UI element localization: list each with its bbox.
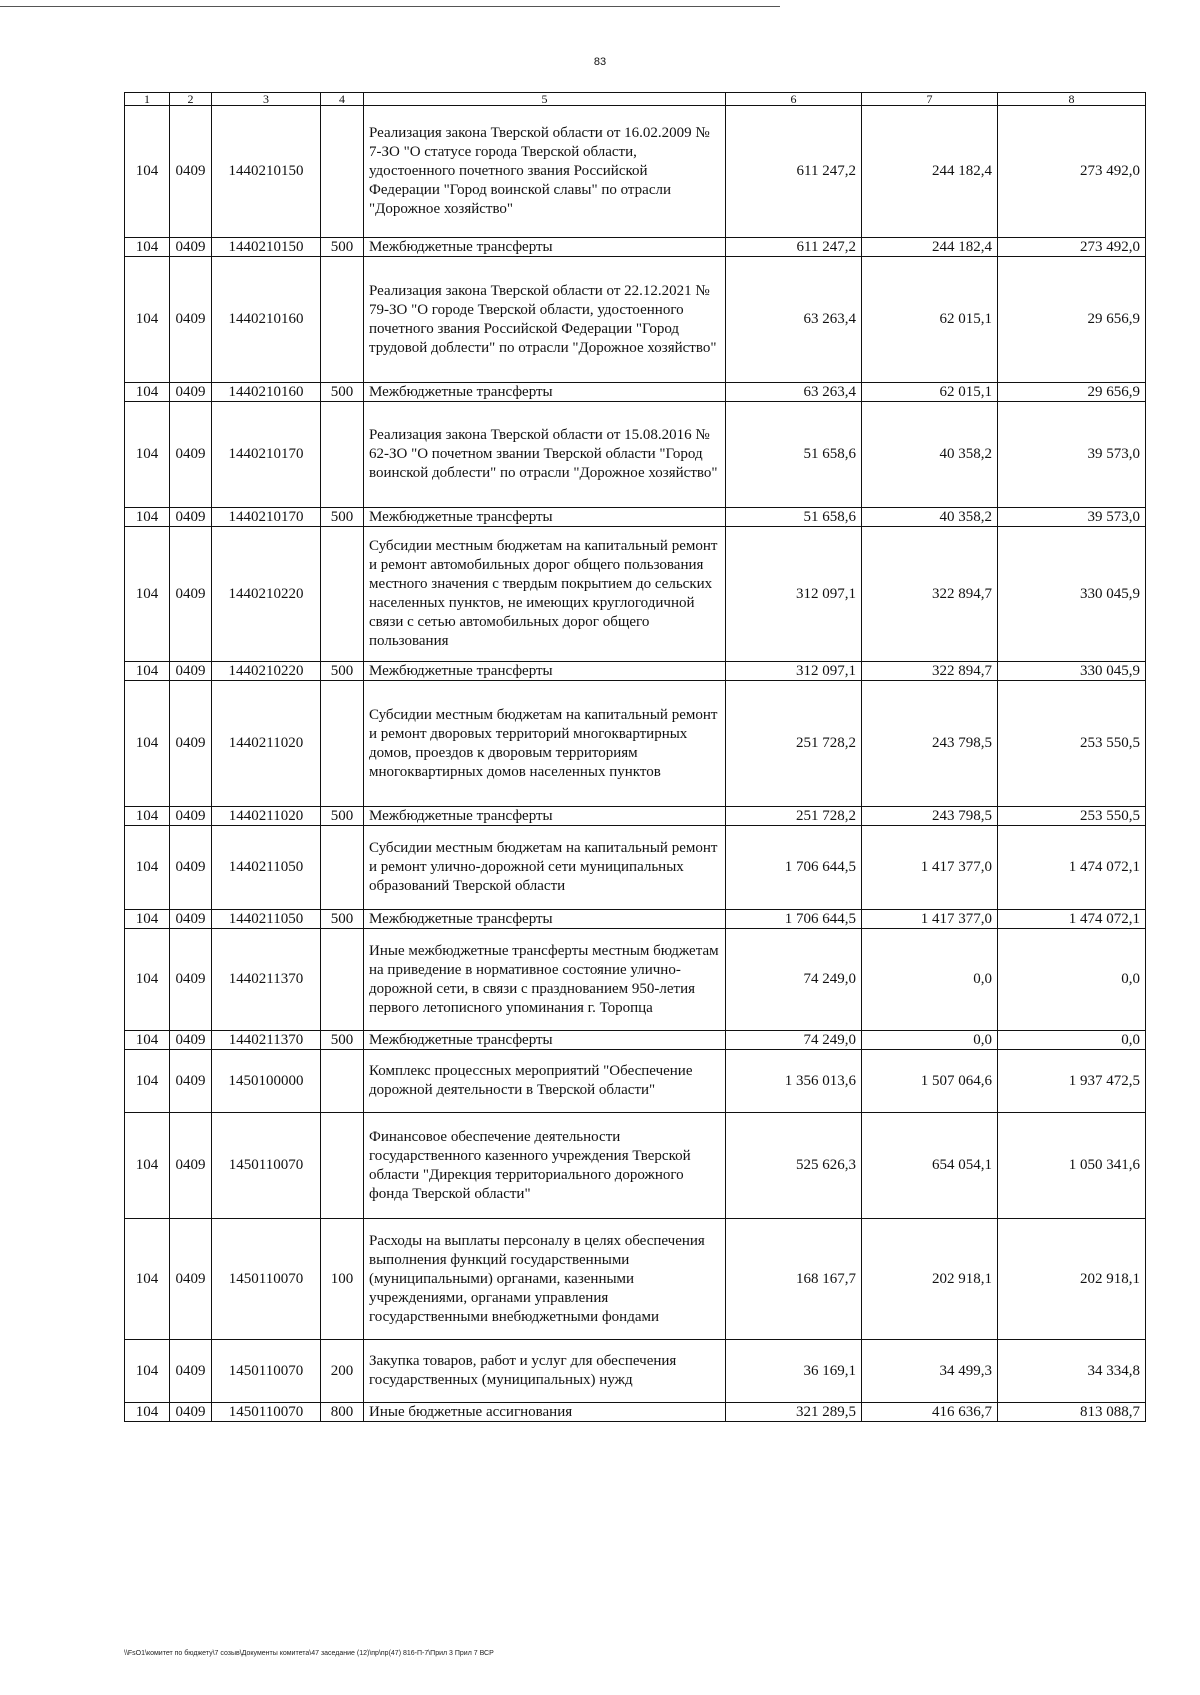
- amount-col-7-cell: 0,0: [862, 929, 998, 1031]
- subsection-code-cell: 0409: [170, 1113, 212, 1219]
- subsection-code-cell: 0409: [170, 527, 212, 662]
- amount-col-8-cell: 29 656,9: [998, 383, 1146, 402]
- amount-col-6-cell: 63 263,4: [726, 383, 862, 402]
- subsection-code-cell: 0409: [170, 929, 212, 1031]
- expense-type-cell: [321, 826, 364, 910]
- amount-col-6-cell: 1 706 644,5: [726, 826, 862, 910]
- expense-type-cell: [321, 929, 364, 1031]
- section-code-cell: 104: [125, 238, 170, 257]
- amount-col-8-cell: 29 656,9: [998, 257, 1146, 383]
- description-cell: Межбюджетные трансферты: [364, 807, 726, 826]
- amount-col-8-cell: 253 550,5: [998, 681, 1146, 807]
- amount-col-7-cell: 202 918,1: [862, 1219, 998, 1340]
- expense-type-cell: 500: [321, 910, 364, 929]
- expense-type-cell: [321, 527, 364, 662]
- section-code-cell: 104: [125, 662, 170, 681]
- table-row: [125, 910, 1146, 929]
- table-row: [125, 383, 1146, 402]
- table-row: [125, 238, 1146, 257]
- section-code-cell: 104: [125, 257, 170, 383]
- amount-col-7-cell: 416 636,7: [862, 1403, 998, 1422]
- amount-col-8-cell: 39 573,0: [998, 402, 1146, 508]
- expense-type-cell: 100: [321, 1219, 364, 1340]
- amount-col-8-cell: 273 492,0: [998, 238, 1146, 257]
- subsection-code-cell: 0409: [170, 402, 212, 508]
- subsection-code-cell: 0409: [170, 1031, 212, 1050]
- table-row: [125, 1403, 1146, 1422]
- table-body: [125, 106, 1146, 1422]
- header-col-7: 7: [862, 93, 998, 106]
- amount-col-7-cell: 40 358,2: [862, 402, 998, 508]
- target-article-cell: 1450110070: [212, 1219, 321, 1340]
- amount-col-8-cell: 1 050 341,6: [998, 1113, 1146, 1219]
- amount-col-7-cell: 243 798,5: [862, 681, 998, 807]
- amount-col-6-cell: 36 169,1: [726, 1340, 862, 1403]
- top-border-line: [0, 6, 780, 7]
- target-article-cell: 1440210170: [212, 508, 321, 527]
- amount-col-8-cell: 253 550,5: [998, 807, 1146, 826]
- description-cell: Иные бюджетные ассигнования: [364, 1403, 726, 1422]
- target-article-cell: 1440210220: [212, 662, 321, 681]
- amount-col-6-cell: 312 097,1: [726, 662, 862, 681]
- target-article-cell: 1440211370: [212, 929, 321, 1031]
- subsection-code-cell: 0409: [170, 662, 212, 681]
- description-cell: Финансовое обеспечение деятельности государственного казенного учреждения Тверской области "Дирекция территориального дорожного фонда Тверской области": [364, 1113, 726, 1219]
- expense-type-cell: 500: [321, 1031, 364, 1050]
- target-article-cell: 1440210170: [212, 402, 321, 508]
- table-row: [125, 508, 1146, 527]
- section-code-cell: 104: [125, 929, 170, 1031]
- description-cell: Межбюджетные трансферты: [364, 508, 726, 527]
- description-cell: Межбюджетные трансферты: [364, 383, 726, 402]
- subsection-code-cell: 0409: [170, 383, 212, 402]
- description-cell: Реализация закона Тверской области от 16.02.2009 № 7-ЗО "О статусе города Тверской области, удостоенного почетного звания Российской Федерации "Город воинской славы" по отрасли "Дорожное хозяйство": [364, 106, 726, 238]
- expense-type-cell: 500: [321, 383, 364, 402]
- description-cell: Реализация закона Тверской области от 15.08.2016 № 62-ЗО "О почетном звании Тверской области "Город воинской доблести" по отрасли "Дорожное хозяйство": [364, 402, 726, 508]
- expense-type-cell: [321, 1050, 364, 1113]
- amount-col-7-cell: 34 499,3: [862, 1340, 998, 1403]
- amount-col-8-cell: 0,0: [998, 1031, 1146, 1050]
- expense-type-cell: [321, 402, 364, 508]
- section-code-cell: 104: [125, 826, 170, 910]
- header-col-8: 8: [998, 93, 1146, 106]
- description-cell: Расходы на выплаты персоналу в целях обеспечения выполнения функций государственными (муниципальными) органами, казенными учреждениями, органами управления государственными внебюджетными фондами: [364, 1219, 726, 1340]
- budget-table: [124, 92, 1146, 1422]
- section-code-cell: 104: [125, 1113, 170, 1219]
- section-code-cell: 104: [125, 383, 170, 402]
- header-row: [125, 93, 1146, 106]
- amount-col-8-cell: 273 492,0: [998, 106, 1146, 238]
- section-code-cell: 104: [125, 508, 170, 527]
- description-cell: Межбюджетные трансферты: [364, 238, 726, 257]
- amount-col-6-cell: 611 247,2: [726, 238, 862, 257]
- table-row: [125, 1031, 1146, 1050]
- target-article-cell: 1440211370: [212, 1031, 321, 1050]
- amount-col-8-cell: 34 334,8: [998, 1340, 1146, 1403]
- header-col-1: 1: [125, 93, 170, 106]
- table-row: [125, 1113, 1146, 1219]
- expense-type-cell: [321, 681, 364, 807]
- table-row: [125, 681, 1146, 807]
- header-col-2: 2: [170, 93, 212, 106]
- section-code-cell: 104: [125, 402, 170, 508]
- section-code-cell: 104: [125, 1403, 170, 1422]
- subsection-code-cell: 0409: [170, 238, 212, 257]
- table-row: [125, 662, 1146, 681]
- section-code-cell: 104: [125, 106, 170, 238]
- table-row: [125, 257, 1146, 383]
- section-code-cell: 104: [125, 681, 170, 807]
- page-number: 83: [593, 56, 607, 68]
- amount-col-7-cell: 40 358,2: [862, 508, 998, 527]
- target-article-cell: 1450110070: [212, 1403, 321, 1422]
- expense-type-cell: [321, 106, 364, 238]
- expense-type-cell: 500: [321, 662, 364, 681]
- description-cell: Реализация закона Тверской области от 22.12.2021 № 79-ЗО "О городе Тверской области, удостоенного почетного звания Российской Федерации "Город трудовой доблести" по отрасли "Дорожное хозяйство": [364, 257, 726, 383]
- table-row: [125, 1050, 1146, 1113]
- section-code-cell: 104: [125, 910, 170, 929]
- amount-col-7-cell: 1 507 064,6: [862, 1050, 998, 1113]
- amount-col-7-cell: 62 015,1: [862, 257, 998, 383]
- target-article-cell: 1440211050: [212, 826, 321, 910]
- amount-col-6-cell: 312 097,1: [726, 527, 862, 662]
- amount-col-6-cell: 51 658,6: [726, 402, 862, 508]
- section-code-cell: 104: [125, 1031, 170, 1050]
- header-col-3: 3: [212, 93, 321, 106]
- target-article-cell: 1440210150: [212, 238, 321, 257]
- subsection-code-cell: 0409: [170, 826, 212, 910]
- amount-col-8-cell: 1 474 072,1: [998, 826, 1146, 910]
- expense-type-cell: 500: [321, 508, 364, 527]
- amount-col-8-cell: 39 573,0: [998, 508, 1146, 527]
- amount-col-6-cell: 63 263,4: [726, 257, 862, 383]
- expense-type-cell: [321, 1113, 364, 1219]
- target-article-cell: 1440211020: [212, 807, 321, 826]
- description-cell: Субсидии местным бюджетам на капитальный ремонт и ремонт улично-дорожной сети муниципальных образований Тверской области: [364, 826, 726, 910]
- target-article-cell: 1440211050: [212, 910, 321, 929]
- amount-col-6-cell: 611 247,2: [726, 106, 862, 238]
- target-article-cell: 1440211020: [212, 681, 321, 807]
- table-row: [125, 106, 1146, 238]
- amount-col-7-cell: 654 054,1: [862, 1113, 998, 1219]
- amount-col-7-cell: 0,0: [862, 1031, 998, 1050]
- target-article-cell: 1450110070: [212, 1340, 321, 1403]
- subsection-code-cell: 0409: [170, 508, 212, 527]
- subsection-code-cell: 0409: [170, 1403, 212, 1422]
- header-col-4: 4: [321, 93, 364, 106]
- subsection-code-cell: 0409: [170, 1050, 212, 1113]
- amount-col-6-cell: 51 658,6: [726, 508, 862, 527]
- table-row: [125, 1340, 1146, 1403]
- target-article-cell: 1450110070: [212, 1113, 321, 1219]
- amount-col-7-cell: 62 015,1: [862, 383, 998, 402]
- subsection-code-cell: 0409: [170, 807, 212, 826]
- subsection-code-cell: 0409: [170, 681, 212, 807]
- table-row: [125, 929, 1146, 1031]
- description-cell: Закупка товаров, работ и услуг для обеспечения государственных (муниципальных) нужд: [364, 1340, 726, 1403]
- table-row: [125, 826, 1146, 910]
- section-code-cell: 104: [125, 807, 170, 826]
- target-article-cell: 1440210220: [212, 527, 321, 662]
- description-cell: Комплекс процессных мероприятий "Обеспечение дорожной деятельности в Тверской области": [364, 1050, 726, 1113]
- amount-col-6-cell: 1 706 644,5: [726, 910, 862, 929]
- target-article-cell: 1440210160: [212, 257, 321, 383]
- amount-col-6-cell: 1 356 013,6: [726, 1050, 862, 1113]
- subsection-code-cell: 0409: [170, 1219, 212, 1340]
- amount-col-8-cell: 1 937 472,5: [998, 1050, 1146, 1113]
- amount-col-6-cell: 251 728,2: [726, 807, 862, 826]
- section-code-cell: 104: [125, 1219, 170, 1340]
- amount-col-8-cell: 330 045,9: [998, 527, 1146, 662]
- amount-col-7-cell: 244 182,4: [862, 106, 998, 238]
- amount-col-6-cell: 74 249,0: [726, 929, 862, 1031]
- header-col-6: 6: [726, 93, 862, 106]
- amount-col-7-cell: 243 798,5: [862, 807, 998, 826]
- amount-col-6-cell: 168 167,7: [726, 1219, 862, 1340]
- amount-col-6-cell: 251 728,2: [726, 681, 862, 807]
- amount-col-7-cell: 1 417 377,0: [862, 910, 998, 929]
- table-row: [125, 402, 1146, 508]
- table-row: [125, 1219, 1146, 1340]
- subsection-code-cell: 0409: [170, 106, 212, 238]
- description-cell: Субсидии местным бюджетам на капитальный ремонт и ремонт дворовых территорий многоквартирных домов, проездов к дворовым территориям многоквартирных домов населенных пунктов: [364, 681, 726, 807]
- description-cell: Межбюджетные трансферты: [364, 662, 726, 681]
- section-code-cell: 104: [125, 527, 170, 662]
- target-article-cell: 1440210160: [212, 383, 321, 402]
- amount-col-8-cell: 202 918,1: [998, 1219, 1146, 1340]
- expense-type-cell: 200: [321, 1340, 364, 1403]
- amount-col-8-cell: 813 088,7: [998, 1403, 1146, 1422]
- table-row: [125, 807, 1146, 826]
- amount-col-8-cell: 0,0: [998, 929, 1146, 1031]
- section-code-cell: 104: [125, 1050, 170, 1113]
- footer-file-path: \\FsO1\комитет по бюджету\7 созыв\Документы комитета\47 заседание (12)\пр\пр(47) 816-П-7\Прил 3 Прил 7 ВСР: [124, 1650, 494, 1657]
- description-cell: Иные межбюджетные трансферты местным бюджетам на приведение в нормативное состояние улично-дорожной сети, в связи с празднованием 950-летия первого летописного упоминания г. Торопца: [364, 929, 726, 1031]
- amount-col-8-cell: 1 474 072,1: [998, 910, 1146, 929]
- expense-type-cell: 800: [321, 1403, 364, 1422]
- amount-col-7-cell: 244 182,4: [862, 238, 998, 257]
- expense-type-cell: 500: [321, 238, 364, 257]
- amount-col-7-cell: 1 417 377,0: [862, 826, 998, 910]
- amount-col-6-cell: 74 249,0: [726, 1031, 862, 1050]
- amount-col-6-cell: 321 289,5: [726, 1403, 862, 1422]
- target-article-cell: 1440210150: [212, 106, 321, 238]
- header-col-5: 5: [364, 93, 726, 106]
- subsection-code-cell: 0409: [170, 257, 212, 383]
- amount-col-7-cell: 322 894,7: [862, 527, 998, 662]
- amount-col-8-cell: 330 045,9: [998, 662, 1146, 681]
- amount-col-6-cell: 525 626,3: [726, 1113, 862, 1219]
- expense-type-cell: [321, 257, 364, 383]
- target-article-cell: 1450100000: [212, 1050, 321, 1113]
- table-row: [125, 527, 1146, 662]
- section-code-cell: 104: [125, 1340, 170, 1403]
- subsection-code-cell: 0409: [170, 1340, 212, 1403]
- subsection-code-cell: 0409: [170, 910, 212, 929]
- description-cell: Межбюджетные трансферты: [364, 1031, 726, 1050]
- description-cell: Субсидии местным бюджетам на капитальный ремонт и ремонт автомобильных дорог общего пользования местного значения с твердым покрытием до сельских населенных пунктов, не имеющих круглогодичной связи с сетью автомобильных дорог общего пользования: [364, 527, 726, 662]
- expense-type-cell: 500: [321, 807, 364, 826]
- amount-col-7-cell: 322 894,7: [862, 662, 998, 681]
- description-cell: Межбюджетные трансферты: [364, 910, 726, 929]
